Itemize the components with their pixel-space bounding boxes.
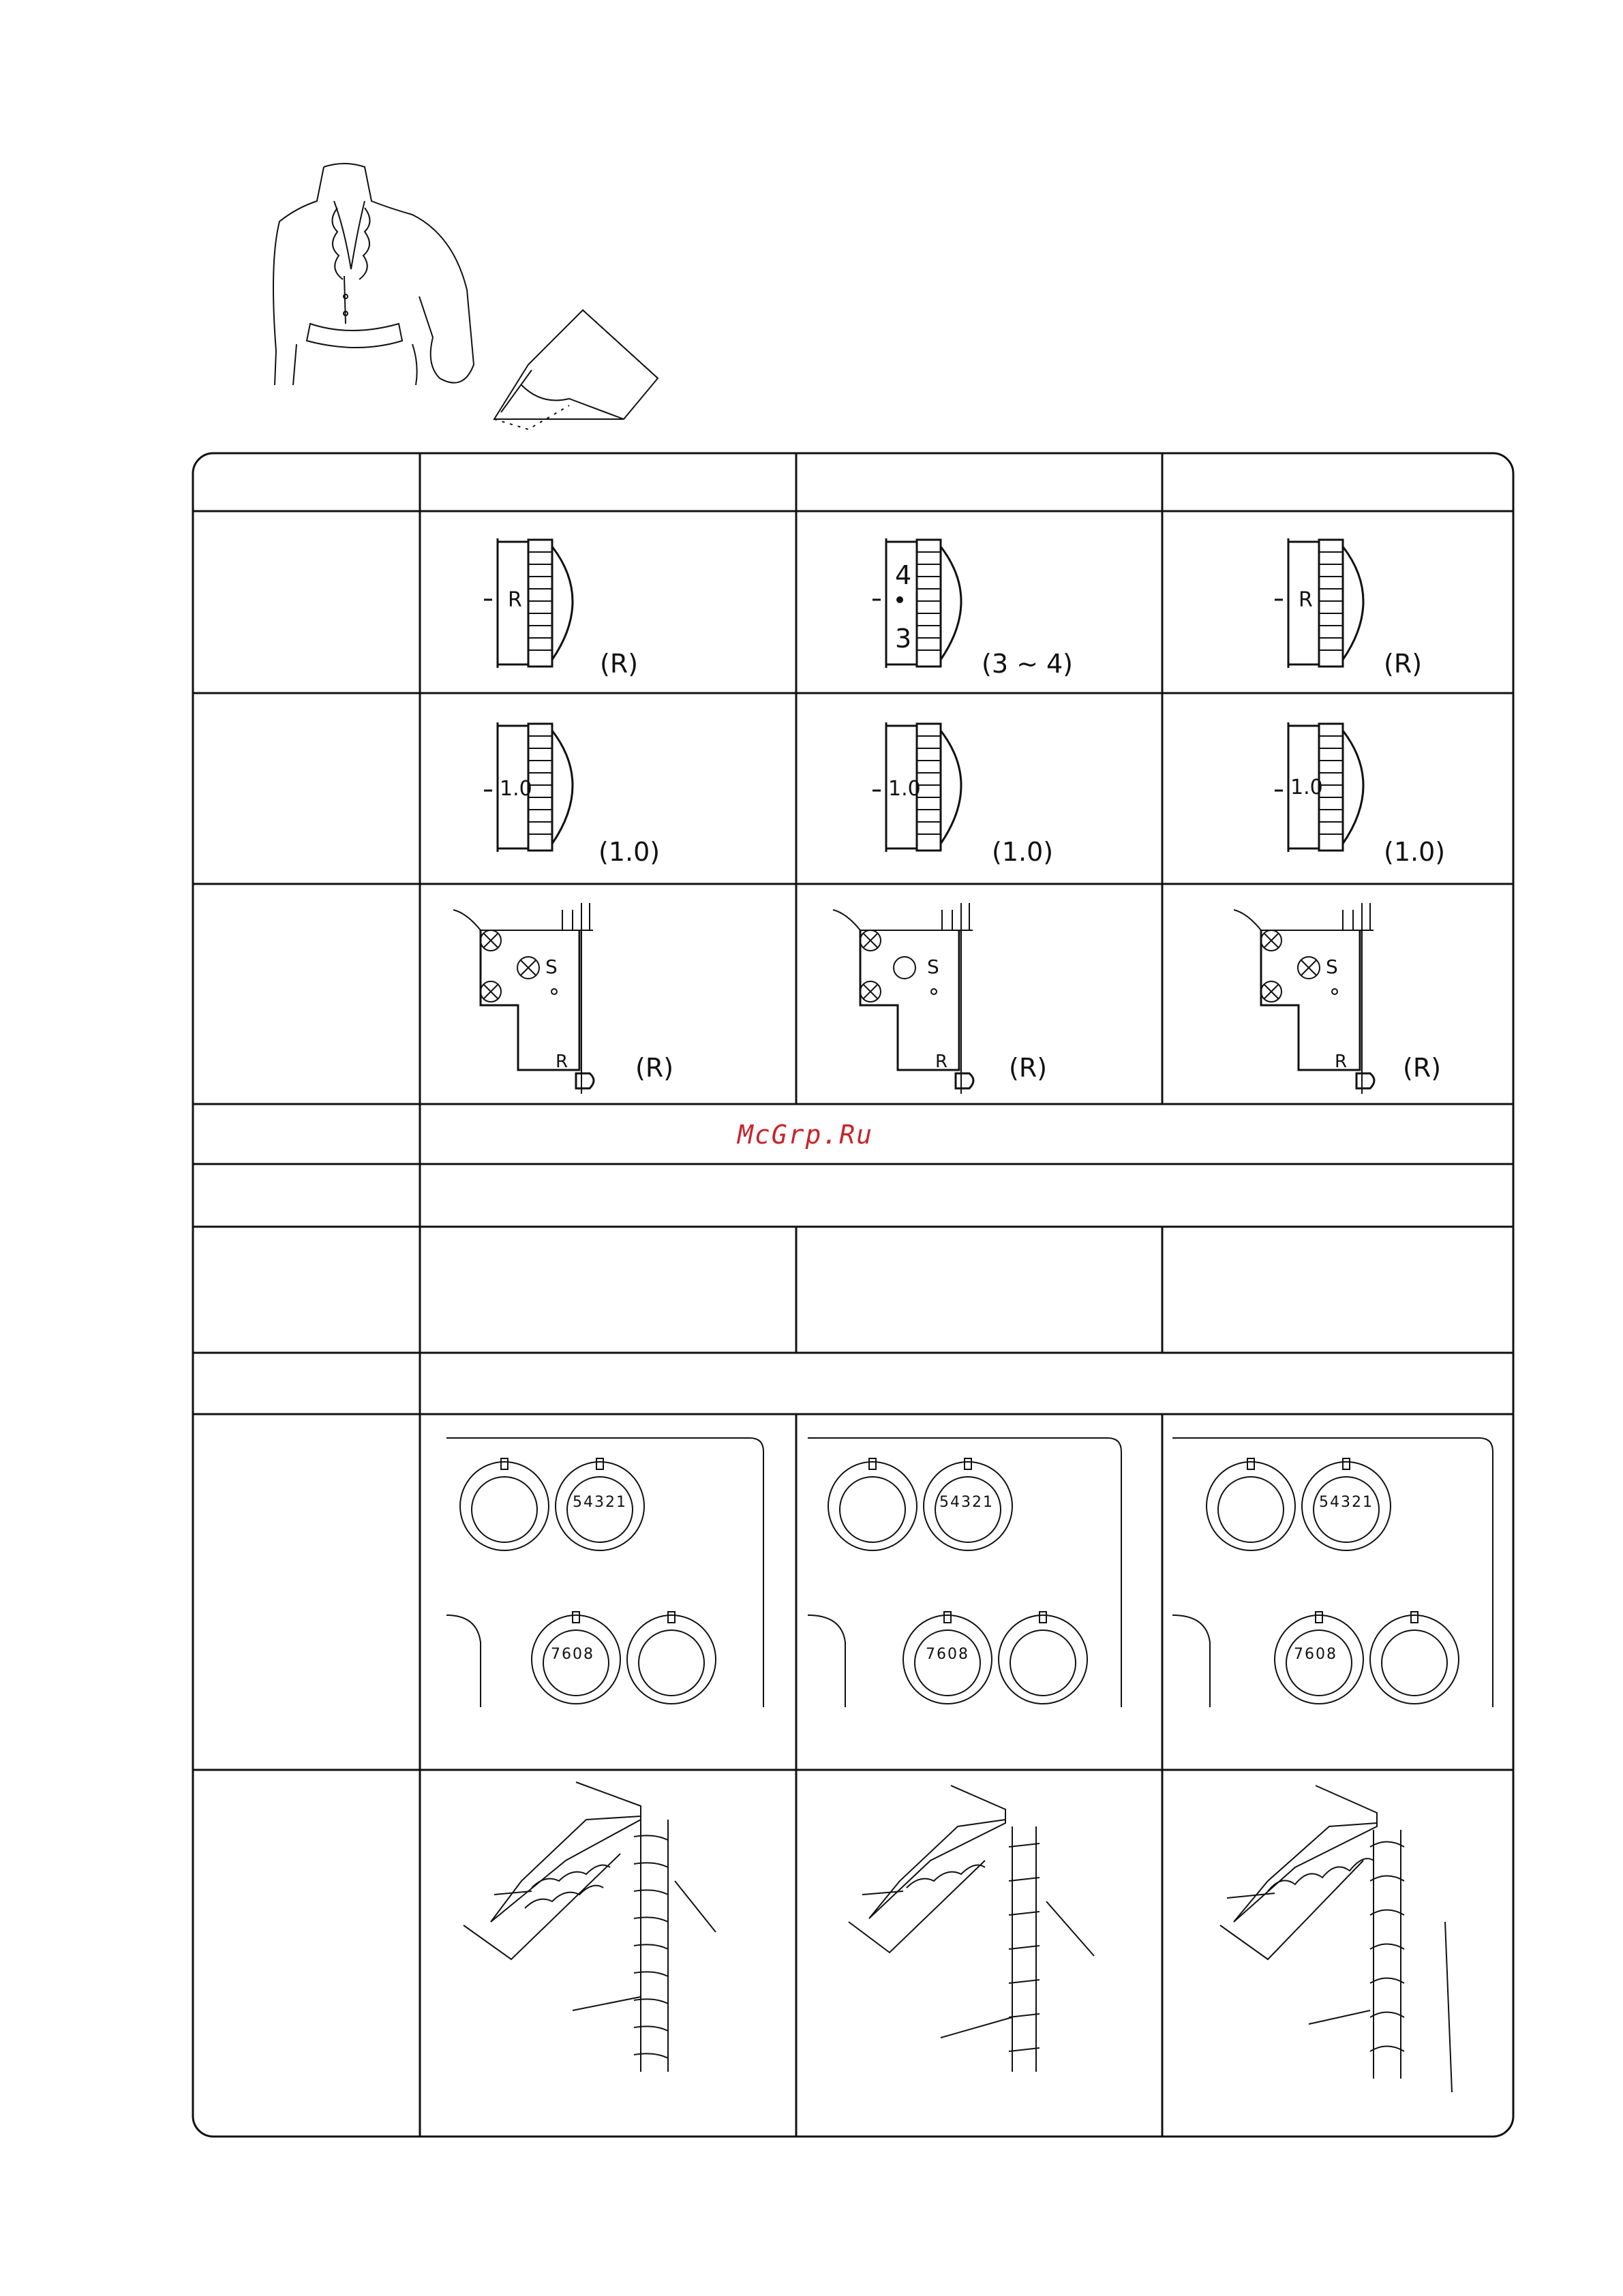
dial-mark-1-0-col2: 1.0 bbox=[888, 777, 921, 801]
plate-col3-label: (R) bbox=[1403, 1053, 1442, 1083]
plate-col2 bbox=[833, 903, 1010, 1094]
plate-col1 bbox=[453, 903, 631, 1094]
dial-2-col1-label: (1.0) bbox=[598, 837, 661, 867]
tension-panel-col3 bbox=[1172, 1431, 1513, 1717]
dial-mark-3: 3 bbox=[895, 624, 912, 654]
plate-col2-label: (R) bbox=[1009, 1053, 1048, 1083]
plate-mark-r-col1: R bbox=[556, 1052, 568, 1072]
tension-panel-col2 bbox=[808, 1431, 1162, 1717]
tension-dial-digits-col1a: 54321 bbox=[573, 1494, 627, 1511]
plate-mark-s-col3: S bbox=[1326, 955, 1338, 978]
tension-panel-col1 bbox=[436, 1431, 791, 1717]
svg-text:R: R bbox=[508, 588, 522, 612]
dial-mark-1-0-col3: 1.0 bbox=[1290, 776, 1323, 799]
stitch-illustration-col1 bbox=[464, 1779, 777, 2079]
dial-2-col2-label: (1.0) bbox=[992, 837, 1054, 867]
dial-mark-1-0-col1: 1.0 bbox=[500, 777, 532, 801]
plate-mark-s-col2: S bbox=[927, 955, 939, 978]
dial-1-col1-label: (R) bbox=[600, 649, 639, 679]
dial-mark-4: 4 bbox=[895, 560, 912, 590]
tension-dial-digits-col2a: 54321 bbox=[939, 1494, 994, 1511]
tension-dial-digits-col3a: 54321 bbox=[1319, 1494, 1374, 1511]
plate-mark-r-col3: R bbox=[1335, 1052, 1348, 1072]
plate-col3 bbox=[1234, 903, 1411, 1094]
tension-dial-digits-col1b: 7608 bbox=[551, 1646, 594, 1663]
plate-mark-s-col1: S bbox=[545, 955, 558, 978]
dial-2-col3-label: (1.0) bbox=[1384, 837, 1446, 867]
svg-text:R: R bbox=[1299, 588, 1313, 612]
watermark: McGrp.Ru bbox=[738, 1120, 874, 1150]
plate-col1-label: (R) bbox=[635, 1053, 674, 1083]
stitch-illustration-col3 bbox=[1220, 1779, 1534, 2106]
tension-dial-digits-col3b: 7608 bbox=[1294, 1646, 1337, 1663]
dial-1-col2-label: (3 ~ 4) bbox=[982, 649, 1074, 679]
stitch-illustration-col2 bbox=[849, 1779, 1149, 2079]
plate-mark-r-col2: R bbox=[935, 1052, 948, 1072]
tension-dial-digits-col2b: 7608 bbox=[926, 1646, 969, 1663]
dial-1-col3-label: (R) bbox=[1384, 649, 1423, 679]
